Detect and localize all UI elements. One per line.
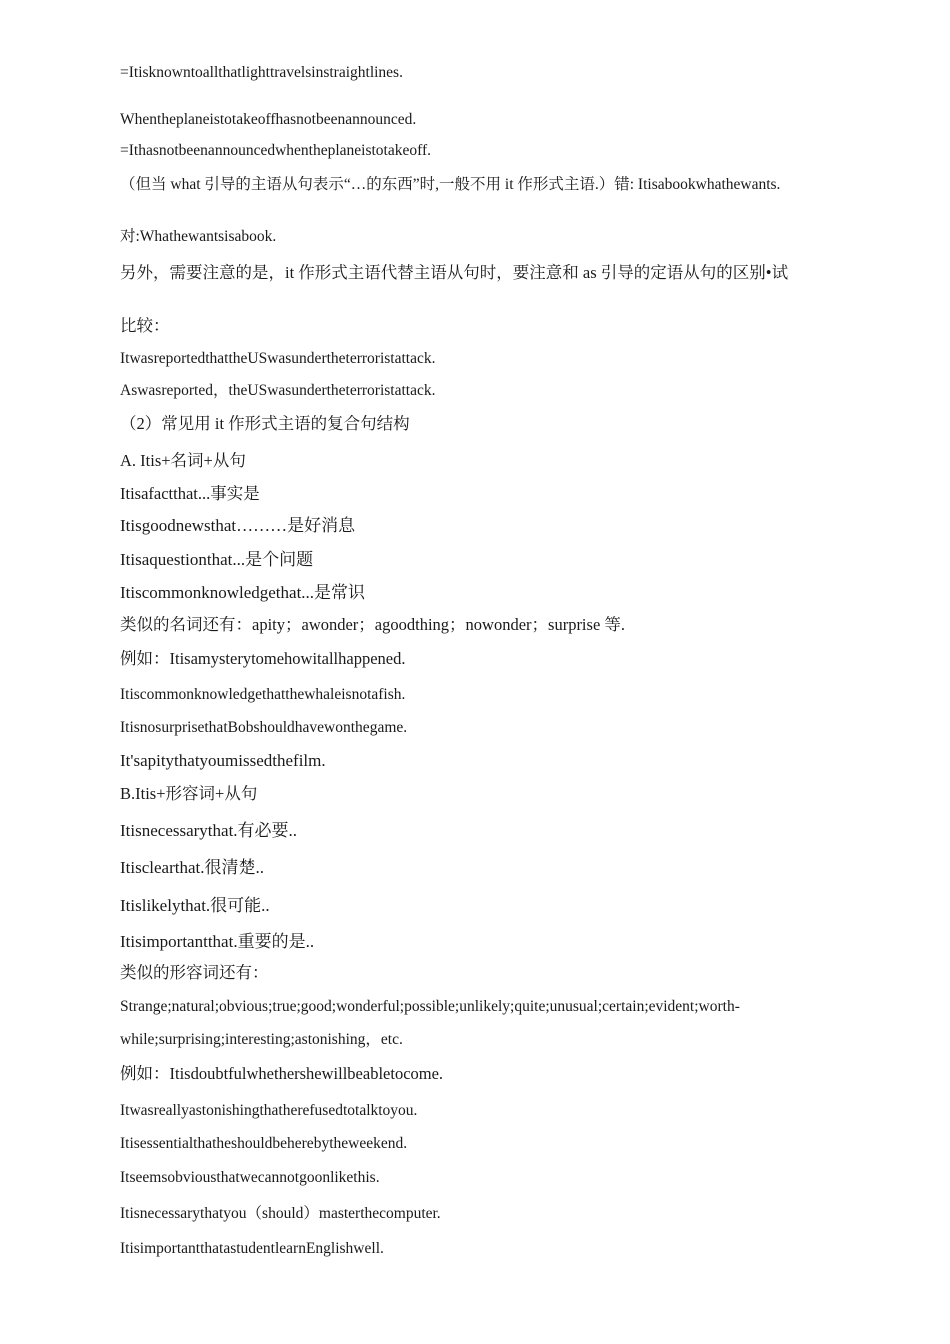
text-line: Itisafactthat...事实是 — [120, 484, 260, 503]
text-line: Itisclearthat.很清楚.. — [120, 858, 264, 877]
text-line: Itisgoodnewsthat………是好消息 — [120, 516, 356, 535]
text-line: 例如：Itisdoubtfulwhethershewillbeabletocome. — [120, 1064, 444, 1083]
text-line: ItwasreportedthattheUSwasundertheterroristattack. — [120, 350, 436, 367]
text-line: Itislikelythat.很可能.. — [120, 896, 270, 915]
text-line: Itiscommonknowledgethat...是常识 — [120, 583, 366, 602]
text-line: =Ithasnotbeenannouncedwhentheplaneistotakeoff. — [120, 142, 432, 159]
text-line: ItisnosurprisethatBobshouldhavewonthegame. — [120, 719, 408, 736]
text-line: Whentheplaneistotakeoffhasnotbeenannounced. — [120, 111, 417, 128]
text-line: 类似的名词还有：apity；awonder；agoodthing；nowonder；surprise 等. — [120, 615, 626, 634]
text-line: Itisimportantthat.重要的是.. — [120, 932, 315, 951]
text-line: 类似的形容词还有： — [120, 963, 269, 982]
text-line: Aswasreported，theUSwasundertheterroristattack. — [120, 382, 436, 399]
text-line: 例如：Itisamysterytomehowitallhappened. — [120, 649, 406, 668]
text-line: Itwasreallyastonishingthatherefusedtotalktoyou. — [120, 1102, 418, 1119]
text-line: =Itisknowntoallthatlighttravelsinstraightlines. — [120, 64, 403, 81]
text-line: 比较： — [120, 316, 170, 335]
text-line: Itisnecessarythat.有必要.. — [120, 821, 298, 840]
text-paragraph: 另外，需要注意的是，it 作形式主语代替主语从句时，要注意和 as 引导的定语从句的区别•试 — [120, 263, 789, 282]
subsection-heading: A. Itis+名词+从句 — [120, 451, 246, 470]
text-line: Itiscommonknowledgethatthewhaleisnotafish. — [120, 686, 406, 703]
text-line: It'sapitythatyoumissedthefilm. — [120, 751, 326, 770]
text-paragraph: （但当 what 引导的主语从句表示“…的东西”时,一般不用 it 作形式主语.）错: Itisabookwhathewants. — [120, 176, 781, 193]
text-line: Itisessentialthatheshouldbeherebytheweekend. — [120, 1135, 408, 1152]
text-line: Itisnecessarythatyou（should）masterthecomputer. — [120, 1205, 441, 1222]
text-line: Itseemsobviousthatwecannotgoonlikethis. — [120, 1169, 380, 1186]
subsection-heading: B.Itis+形容词+从句 — [120, 784, 258, 803]
text-line: Itisaquestionthat...是个问题 — [120, 550, 314, 569]
text-line: Strange;natural;obvious;true;good;wonderful;possible;unlikely;quite;unusual;certain;evident;worth- — [120, 998, 740, 1015]
text-line: ItisimportantthatastudentlearnEnglishwell. — [120, 1240, 384, 1257]
text-line: while;surprising;interesting;astonishing，etc. — [120, 1031, 403, 1048]
section-heading: （2）常见用 it 作形式主语的复合句结构 — [120, 414, 410, 433]
text-line: 对:Whathewantsisabook. — [120, 228, 277, 245]
